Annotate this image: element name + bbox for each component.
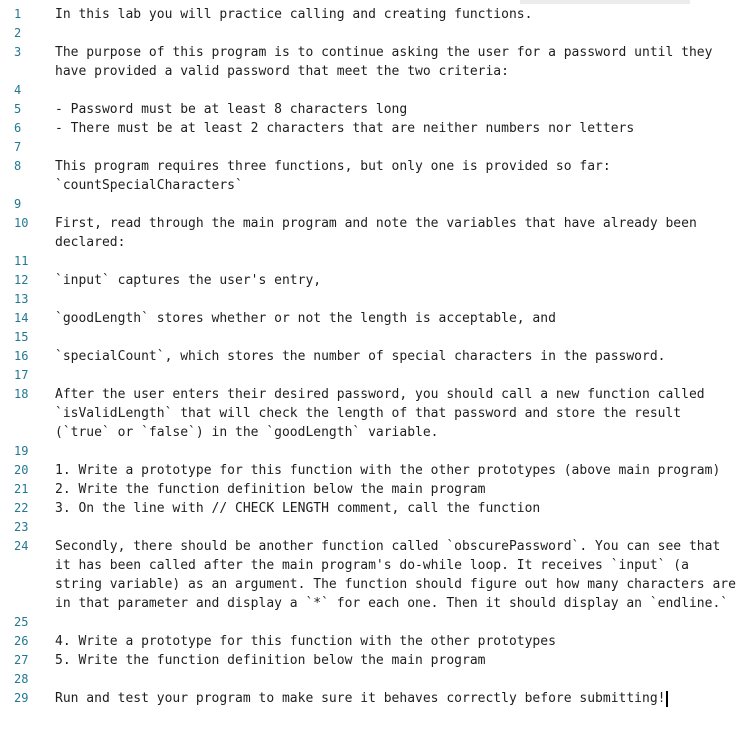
line-number: 16 bbox=[14, 349, 29, 363]
editor-line[interactable] bbox=[0, 290, 752, 309]
line-text[interactable] bbox=[46, 632, 743, 651]
line-content: 2. Write the function definition below the main program bbox=[55, 482, 486, 497]
editor-line[interactable] bbox=[0, 252, 752, 271]
editor-line[interactable] bbox=[0, 5, 752, 24]
line-number: 19 bbox=[14, 444, 29, 458]
line-content: This program requires three functions, but only one is provided so far: `countSpecialCharacters` bbox=[55, 159, 619, 193]
line-text[interactable] bbox=[46, 480, 743, 499]
line-text[interactable] bbox=[46, 461, 743, 480]
line-content: 3. On the line with // CHECK LENGTH comment, call the function bbox=[55, 501, 541, 516]
line-content: `specialCount`, which stores the number of special characters in the password. bbox=[55, 349, 666, 364]
line-content: 4. Write a prototype for this function with the other prototypes bbox=[55, 634, 556, 649]
line-text[interactable] bbox=[46, 651, 743, 670]
editor-line[interactable] bbox=[0, 442, 752, 461]
editor-line[interactable] bbox=[0, 689, 752, 708]
editor-line[interactable] bbox=[0, 157, 752, 195]
editor-line[interactable] bbox=[0, 195, 752, 214]
line-text[interactable] bbox=[46, 537, 743, 613]
line-text[interactable] bbox=[46, 309, 743, 328]
editor-line[interactable] bbox=[0, 461, 752, 480]
editor-line[interactable] bbox=[0, 632, 752, 651]
line-number: 11 bbox=[14, 254, 29, 268]
line-number: 29 bbox=[14, 691, 29, 705]
line-number: 25 bbox=[14, 615, 29, 629]
editor-line[interactable] bbox=[0, 537, 752, 613]
editor-line[interactable] bbox=[0, 480, 752, 499]
line-number: 27 bbox=[14, 653, 29, 667]
line-number: 28 bbox=[14, 672, 29, 686]
line-text[interactable] bbox=[46, 271, 743, 290]
editor-line[interactable] bbox=[0, 24, 752, 43]
line-text[interactable] bbox=[46, 214, 743, 252]
line-text[interactable] bbox=[46, 43, 743, 81]
line-number: 21 bbox=[14, 482, 29, 496]
line-number: 7 bbox=[14, 140, 22, 154]
line-number: 6 bbox=[14, 121, 22, 135]
line-content: After the user enters their desired password, you should call a new function called `isValidLength` that will check the length of that password and store the result (`true` or `false`) in the `goodLength` variable. bbox=[55, 387, 713, 440]
line-content: - Password must be at least 8 characters long bbox=[55, 102, 408, 117]
editor-line[interactable] bbox=[0, 271, 752, 290]
editor-line[interactable] bbox=[0, 499, 752, 518]
line-text[interactable] bbox=[46, 119, 743, 138]
line-number: 12 bbox=[14, 273, 29, 287]
line-text[interactable] bbox=[46, 5, 743, 24]
editor-line[interactable] bbox=[0, 670, 752, 689]
line-content: First, read through the main program and note the variables that have already been declared: bbox=[55, 216, 705, 250]
editor-line[interactable] bbox=[0, 214, 752, 252]
editor-line[interactable] bbox=[0, 651, 752, 670]
line-text[interactable] bbox=[46, 100, 743, 119]
line-number: 17 bbox=[14, 368, 29, 382]
line-content: Run and test your program to make sure it behaves correctly before submitting! bbox=[55, 691, 666, 706]
text-cursor bbox=[666, 691, 668, 707]
line-number: 3 bbox=[14, 45, 22, 59]
line-number: 9 bbox=[14, 197, 22, 211]
line-number: 10 bbox=[14, 216, 29, 230]
line-text[interactable] bbox=[46, 499, 743, 518]
line-content: `goodLength` stores whether or not the length is acceptable, and bbox=[55, 311, 556, 326]
editor-line[interactable] bbox=[0, 43, 752, 81]
editor-line[interactable] bbox=[0, 347, 752, 366]
editor-line[interactable] bbox=[0, 518, 752, 537]
line-number: 2 bbox=[14, 26, 22, 40]
editor-line[interactable] bbox=[0, 613, 752, 632]
line-number: 1 bbox=[14, 7, 22, 21]
editor-line[interactable] bbox=[0, 119, 752, 138]
line-number: 20 bbox=[14, 463, 29, 477]
line-content: 5. Write the function definition below the main program bbox=[55, 653, 486, 668]
line-content: - There must be at least 2 characters that are neither numbers nor letters bbox=[55, 121, 635, 136]
line-number: 15 bbox=[14, 330, 29, 344]
line-text[interactable] bbox=[46, 157, 743, 195]
line-number: 5 bbox=[14, 102, 22, 116]
text-editor[interactable] bbox=[0, 5, 752, 708]
line-number: 4 bbox=[14, 83, 22, 97]
editor-line[interactable] bbox=[0, 100, 752, 119]
line-number: 23 bbox=[14, 520, 29, 534]
editor-line[interactable] bbox=[0, 385, 752, 442]
editor-line[interactable] bbox=[0, 309, 752, 328]
line-number: 26 bbox=[14, 634, 29, 648]
line-number: 13 bbox=[14, 292, 29, 306]
line-number: 8 bbox=[14, 159, 22, 173]
horizontal-scroll-thumb[interactable] bbox=[520, 0, 690, 4]
line-content: Secondly, there should be another function called `obscurePassword`. You can see that it has been called after the main program's do-while loop. It receives `input` (a string variable) as an argument. The function should figure out how many characters are in that parameter and display a `*` for each one. Then it should display an `endline.` bbox=[55, 539, 744, 611]
editor-line[interactable] bbox=[0, 81, 752, 100]
editor-line[interactable] bbox=[0, 366, 752, 385]
line-number: 18 bbox=[14, 387, 29, 401]
line-content: 1. Write a prototype for this function with the other prototypes (above main program) bbox=[55, 463, 721, 478]
line-content: The purpose of this program is to continue asking the user for a password until they have provided a valid password that meet the two criteria: bbox=[55, 45, 721, 79]
editor-line[interactable] bbox=[0, 138, 752, 157]
line-content: In this lab you will practice calling and creating functions. bbox=[55, 7, 533, 22]
line-text[interactable] bbox=[46, 347, 743, 366]
line-number: 22 bbox=[14, 501, 29, 515]
line-text[interactable] bbox=[46, 689, 743, 708]
line-content: `input` captures the user's entry, bbox=[55, 273, 322, 288]
line-number: 24 bbox=[14, 539, 29, 553]
line-text[interactable] bbox=[46, 385, 743, 442]
editor-line[interactable] bbox=[0, 328, 752, 347]
top-bar bbox=[0, 0, 752, 4]
line-number: 14 bbox=[14, 311, 29, 325]
